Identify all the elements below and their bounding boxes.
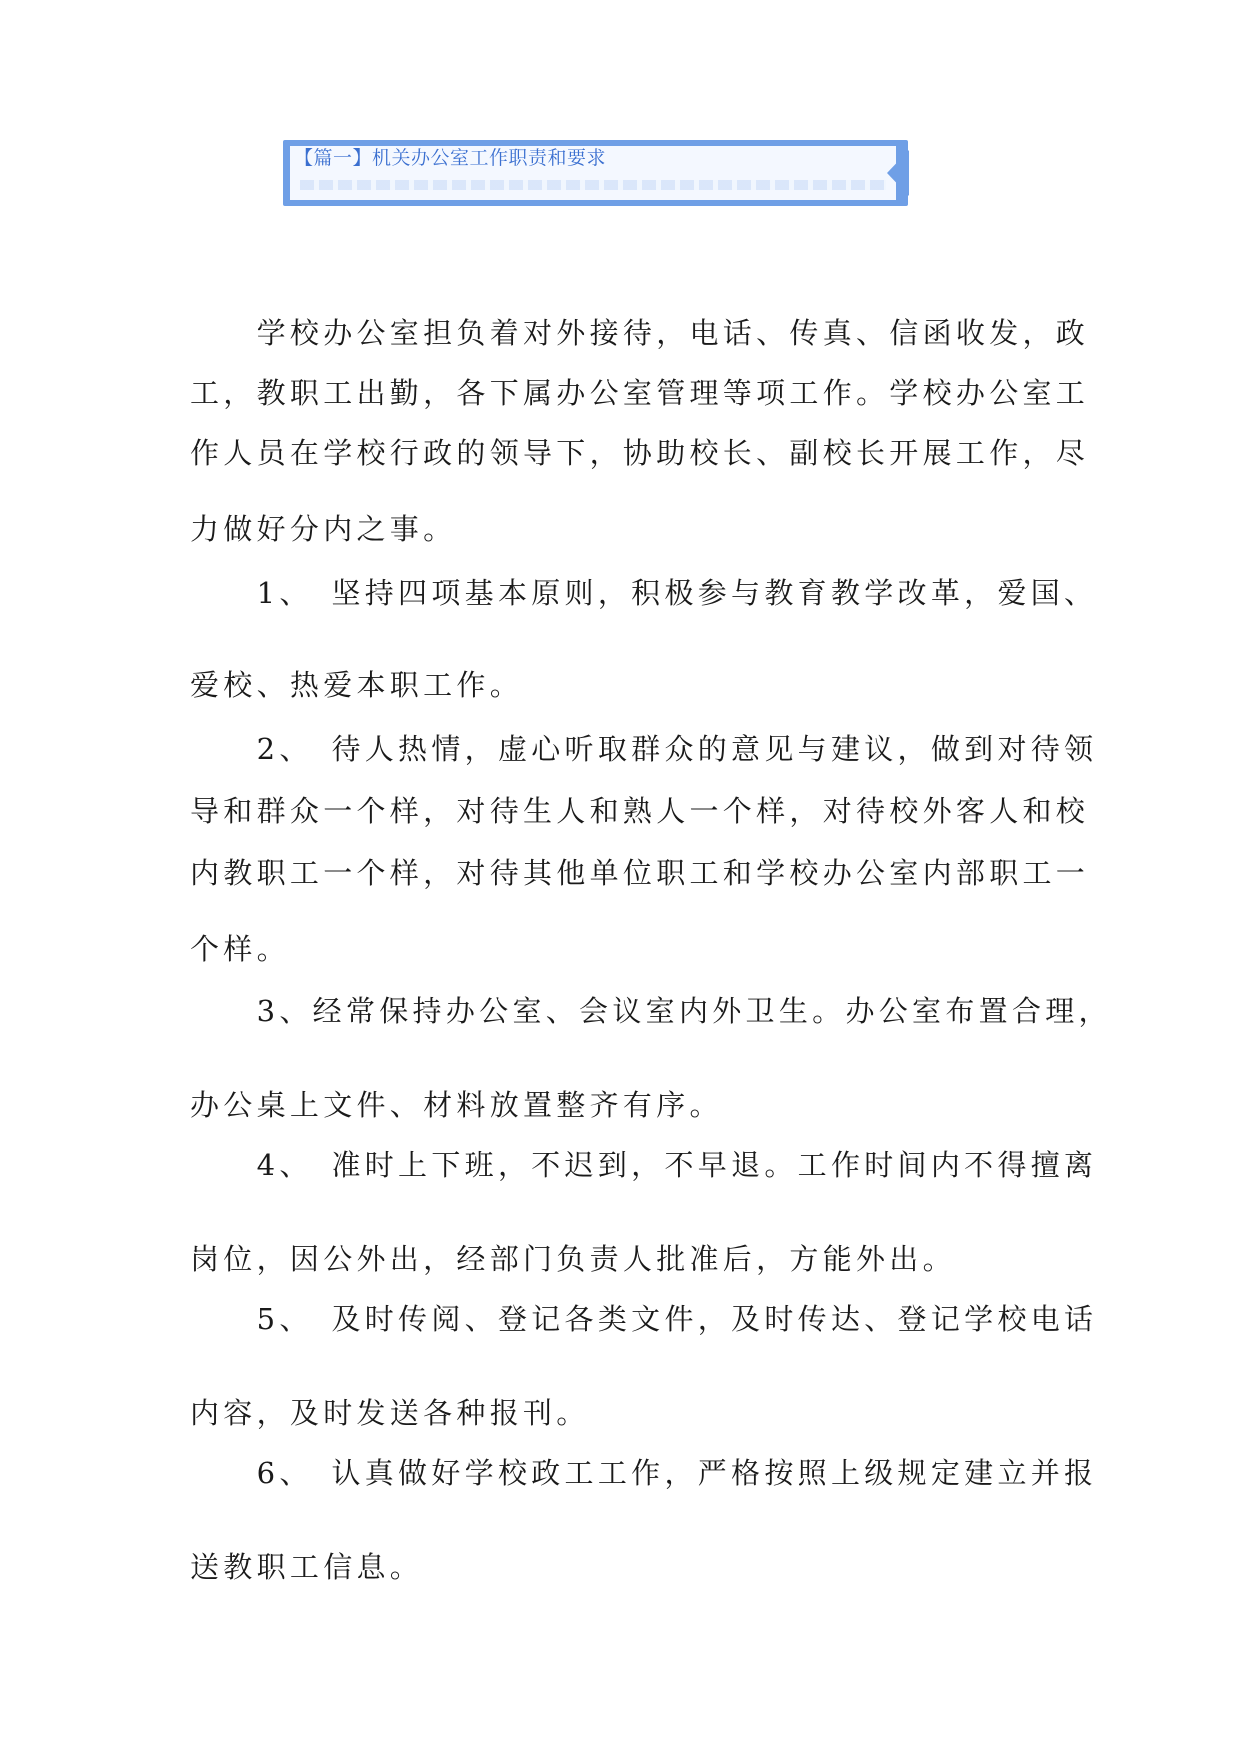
banner-background: [290, 146, 896, 200]
text-line: 2、 待人热情，虚心听取群众的意见与建议，做到对待领: [190, 732, 1098, 766]
text-line: 办公桌上文件、材料放置整齐有序。: [190, 1088, 723, 1122]
text-line: 岗位，因公外出，经部门负责人批准后，方能外出。: [190, 1242, 956, 1276]
text-line: 送教职工信息。: [190, 1550, 424, 1584]
text-line: 力做好分内之事。: [190, 512, 457, 546]
text-line: 4、 准时上下班，不迟到，不早退。工作时间内不得擅离: [190, 1148, 1098, 1182]
banner-ribbon-notch: [887, 150, 909, 196]
text-line: 学校办公室担负着对外接待，电话、传真、信函收发，政: [190, 316, 1090, 350]
text-line: 内教职工一个样，对待其他单位职工和学校办公室内部职工一: [190, 856, 1090, 890]
text-line: 3、经常保持办公室、会议室内外卫生。办公室布置合理，: [190, 994, 1112, 1028]
text-line: 个样。: [190, 932, 290, 966]
text-line: 6、 认真做好学校政工工作，严格按照上级规定建立并报: [190, 1456, 1098, 1490]
text-line: 导和群众一个样，对待生人和熟人一个样，对待校外客人和校: [190, 794, 1090, 828]
banner-title: 【篇一】机关办公室工作职责和要求: [294, 147, 607, 169]
text-line: 5、 及时传阅、登记各类文件，及时传达、登记学校电话: [190, 1302, 1098, 1336]
section-banner: [283, 140, 908, 206]
text-line: 工，教职工出勤，各下属办公室管理等项工作。学校办公室工: [190, 376, 1090, 410]
text-line: 内容，及时发送各种报刊。: [190, 1396, 590, 1430]
text-line: 爱校、热爱本职工作。: [190, 668, 524, 702]
text-line: 作人员在学校行政的领导下，协助校长、副校长开展工作，尽: [190, 436, 1090, 470]
text-line: 1、 坚持四项基本原则，积极参与教育教学改革，爱国、: [190, 576, 1098, 610]
banner-decoration: [300, 180, 886, 190]
